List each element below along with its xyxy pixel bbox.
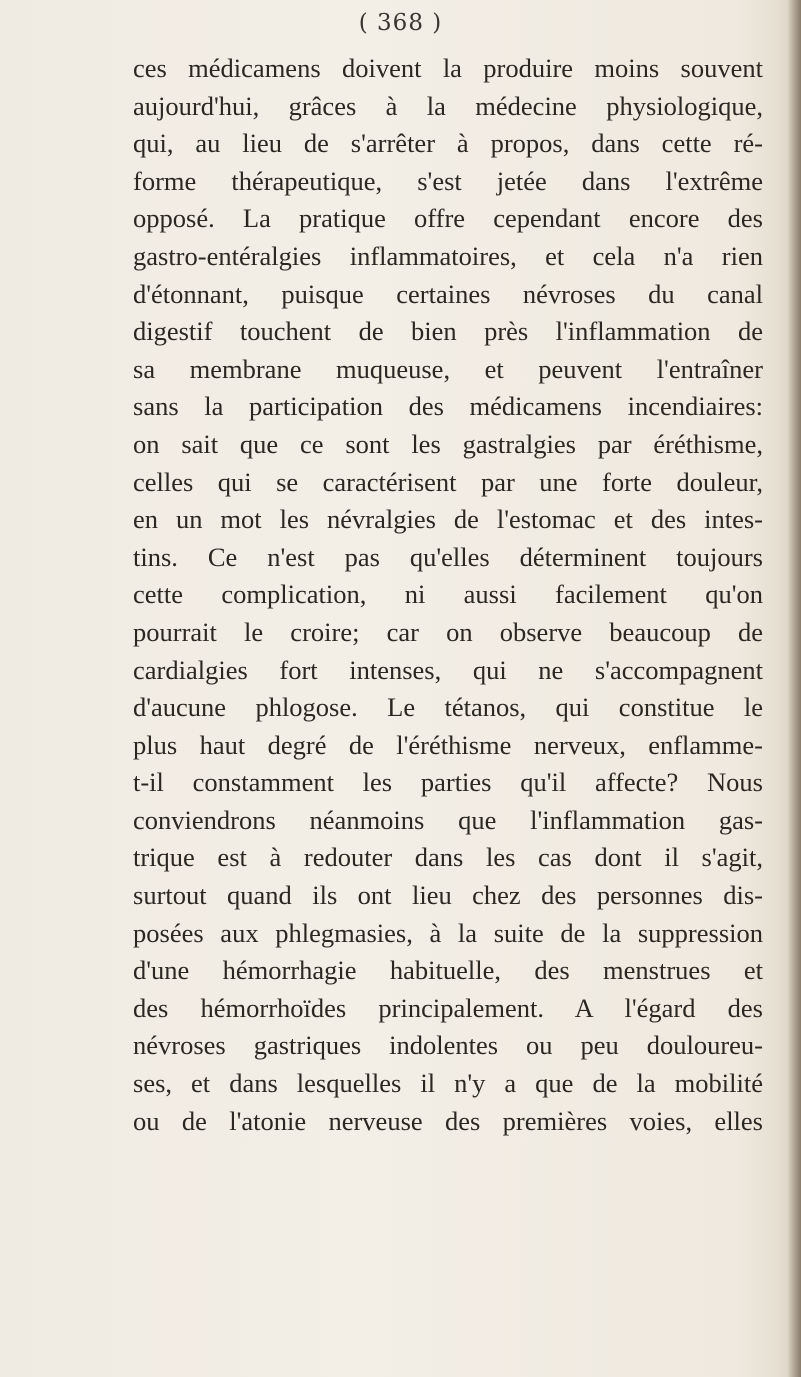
text-line: névroses gastriques indolentes ou peu douloureu- xyxy=(133,1030,763,1061)
text-line: surtout quand ils ont lieu chez des personnes dis- xyxy=(133,880,763,911)
text-line: qui, au lieu de s'arrêter à propos, dans cette ré- xyxy=(133,128,763,159)
text-line: tins. Ce n'est pas qu'elles déterminent toujours xyxy=(133,541,763,572)
text-line: trique est à redouter dans les cas dont il s'agit, xyxy=(133,842,763,873)
text-line: d'aucune phlogose. Le tétanos, qui constitue le xyxy=(133,692,763,723)
body-text xyxy=(133,50,763,1140)
text-line: digestif touchent de bien près l'inflammation de xyxy=(133,316,763,347)
text-line: sans la participation des médicamens incendiaires: xyxy=(133,391,763,422)
text-line: ces médicamens doivent la produire moins souvent xyxy=(133,53,763,83)
text-line: gastro-entéralgies inflammatoires, et cela n'a rien xyxy=(133,240,763,271)
text-line: d'étonnant, puisque certaines névroses du canal xyxy=(133,278,763,309)
page-edge-shadow xyxy=(787,0,801,1377)
page-number: ( 368 ) xyxy=(358,10,443,36)
text-line: on sait que ce sont les gastralgies par éréthisme, xyxy=(133,428,763,459)
text-line: sa membrane muqueuse, et peuvent l'entraîner xyxy=(133,353,763,384)
text-line: conviendrons néanmoins que l'inflammation gas- xyxy=(133,804,763,835)
text-line: t-il constamment les parties qu'il affecte? Nous xyxy=(133,767,763,798)
text-line: posées aux phlegmasies, à la suite de la suppression xyxy=(133,917,763,948)
text-line: cette complication, ni aussi facilement qu'on xyxy=(133,579,763,610)
text-line: ou de l'atonie nerveuse des premières voies, elles xyxy=(133,1105,763,1136)
text-line: celles qui se caractérisent par une forte douleur, xyxy=(133,466,763,497)
text-line: forme thérapeutique, s'est jetée dans l'extrême xyxy=(133,165,763,196)
text-line: pourrait le croire; car on observe beaucoup de xyxy=(133,616,763,647)
text-line: plus haut degré de l'éréthisme nerveux, enflamme- xyxy=(133,729,763,760)
text-line: en un mot les névralgies de l'estomac et des intes- xyxy=(133,504,763,535)
text-line: opposé. La pratique offre cependant encore des xyxy=(133,203,763,234)
text-line: aujourd'hui, grâces à la médecine physiologique, xyxy=(133,90,763,121)
text-line: des hémorrhoïdes principalement. A l'égard des xyxy=(133,992,763,1023)
text-line: cardialgies fort intenses, qui ne s'accompagnent xyxy=(133,654,763,685)
text-line: ses, et dans lesquelles il n'y a que de la mobilité xyxy=(133,1068,763,1099)
text-line: d'une hémorrhagie habituelle, des menstrues et xyxy=(133,955,763,986)
